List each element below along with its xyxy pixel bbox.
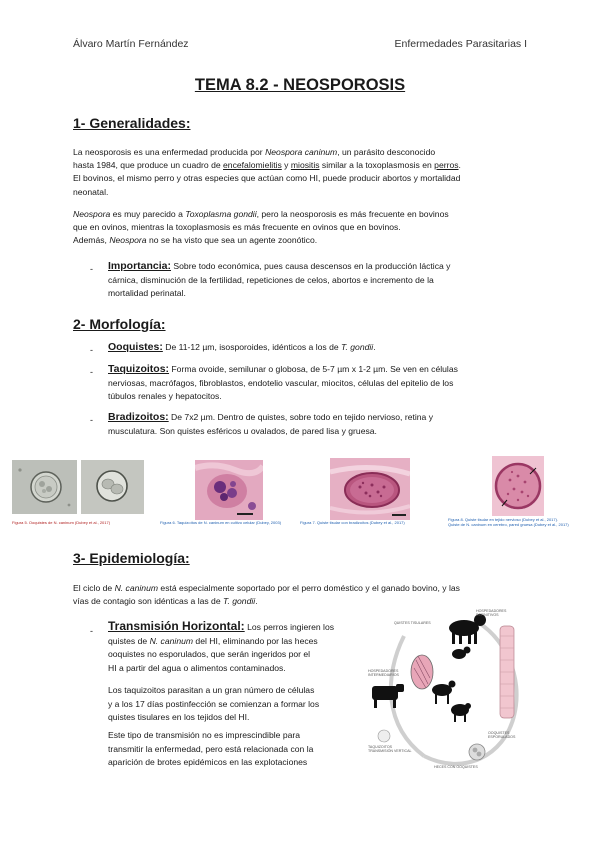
cycle-label: INTERMEDIARIOS <box>368 673 399 677</box>
figure-caption: Figura 5. Ooquistes de N. caninum (Dubey et al., 2017) <box>12 520 111 525</box>
bullet-dash: - <box>90 415 93 425</box>
cycle-label: TRANSMISIÓN VERTICAL <box>368 749 412 753</box>
oocyst-micrograph-2 <box>81 460 144 514</box>
cycle-label: TAQUIZOITOS <box>368 745 393 749</box>
importancia-label: Importancia: <box>108 260 172 272</box>
intestine-icon <box>500 626 514 718</box>
transmision-horizontal-item: Transmisión Horizontal: Los perros ingieren los quistes de N. caninum del HI, eliminando por las heces ooquistes no esporulados, que serán ingeridos por el HI a partir del agua o alimentos contaminados. <box>108 619 335 673</box>
header-subject: Enfermedades Parasitarias I <box>394 38 527 50</box>
bullet-dash: - <box>90 345 93 355</box>
transmision-horizontal-paragraph-3: Este tipo de transmisión no es imprescindible para transmitir la enfermedad, pero está relacionada con la aparición de brotes epidémicos en las explotaciones <box>108 730 314 767</box>
bradizoitos-item: Bradizoitos: De 7x2 µm. Dentro de quistes, sobre todo en tejido nervioso, retina y musculatura. Son quistes esféricos u ovalados, de pared lisa y gruesa. <box>108 411 434 436</box>
page-title: TEMA 8.2 - NEOSPOROSIS <box>194 76 406 94</box>
section-heading-morfologia: 2- Morfología: <box>73 316 166 332</box>
oocyst-icon <box>469 744 485 760</box>
tachyzoite-micrograph <box>195 460 263 520</box>
section-heading-generalidades: 1- Generalidades: <box>73 115 191 131</box>
cycle-label: ESPORULADOS <box>488 735 516 739</box>
figure-caption: Figura 6. Taquizoítos de N. caninum en cultivo celular (Dubey, 2003) <box>160 520 282 525</box>
cycle-label: HOSPEDADORES <box>476 609 507 613</box>
cycle-label: QUISTES TISULARES <box>394 621 431 625</box>
cycle-label: HECES CON OOQUISTES <box>434 765 478 769</box>
bullet-dash: - <box>90 367 93 377</box>
paragraph-generalidades-1: La neosporosis es una enfermedad producida por Neospora caninum, un parásito desconocido hasta 1984, que produce un cuadro de encefalomielitis y miositis similar a la toxoplasmosis en perros. El bovinos, el mismo perro y otras especies que actúan como HI, puede producir abortos y mortalidad neonatal. <box>73 147 461 197</box>
cycle-label: HOSPEDADORES <box>368 669 399 673</box>
transmision-horizontal-paragraph-2: Los taquizoitos parasitan a un gran número de células y a los 17 días postinfección se comienzan a formar los quistes tisulares en los tejidos del HI. <box>108 685 320 722</box>
tissue-cyst-micrograph <box>330 458 410 520</box>
taquizoitos-item: Taquizoitos: Forma ovoide, semilunar o globosa, de 5-7 µm x 1-2 µm. Se ven en células nerviosas, macrófagos, fibroblastos, endotelio vascular, miocitos, células del epitelio de los túbulos renales y hepatocitos. <box>108 363 458 401</box>
cycle-label: DEFINITIVOS <box>476 613 499 617</box>
ooquistes-item: Ooquistes: De 11-12 µm, isosporoides, idénticos a los de T. gondii. <box>108 341 376 353</box>
cycle-label: OOQUISTES <box>488 731 510 735</box>
header-author: Álvaro Martín Fernández <box>73 38 189 50</box>
bullet-dash: - <box>90 626 93 636</box>
oocyst-micrograph-1 <box>12 460 77 514</box>
tissue-cyst-icon <box>411 655 433 689</box>
paragraph-epidemiologia-intro: El ciclo de N. caninum está especialmente soportado por el perro doméstico y el ganado bovino, y las vías de contagio son idénticas a las de T. gondii. <box>73 583 460 607</box>
tachyzoite-icon <box>378 730 390 742</box>
brain-cyst-micrograph <box>492 456 544 516</box>
section-heading-epidemiologia: 3- Epidemiología: <box>73 550 190 566</box>
paragraph-generalidades-2: Neospora es muy parecido a Toxoplasma gondii, pero la neosporosis es más frecuente en bovinos que en ovinos, mientras la toxoplasmosis es más frecuente en ovinos que en bovinos. Además, Neospora no se ha visto que sea un agente zoonótico. <box>73 209 449 246</box>
figure-caption: Figura 8. Quiste tisular en tejido nervioso (Dubey et al., 2017). Quiste de N. caninum en cerebro, pared gruesa (Dubey et al., 2017) <box>448 517 569 527</box>
figure-caption: Figura 7. Quiste tisular con bradizoítos (Dubey et al., 2017) <box>300 520 405 525</box>
life-cycle-diagram <box>364 606 534 774</box>
bullet-dash: - <box>90 264 93 274</box>
importancia-item: Importancia: Sobre todo económica, pues causa descensos en la producción láctica y cárnica, disminución de la fertilidad, repeticiones de celos, abortos e incremento de la mortalidad perinatal. <box>108 260 451 298</box>
